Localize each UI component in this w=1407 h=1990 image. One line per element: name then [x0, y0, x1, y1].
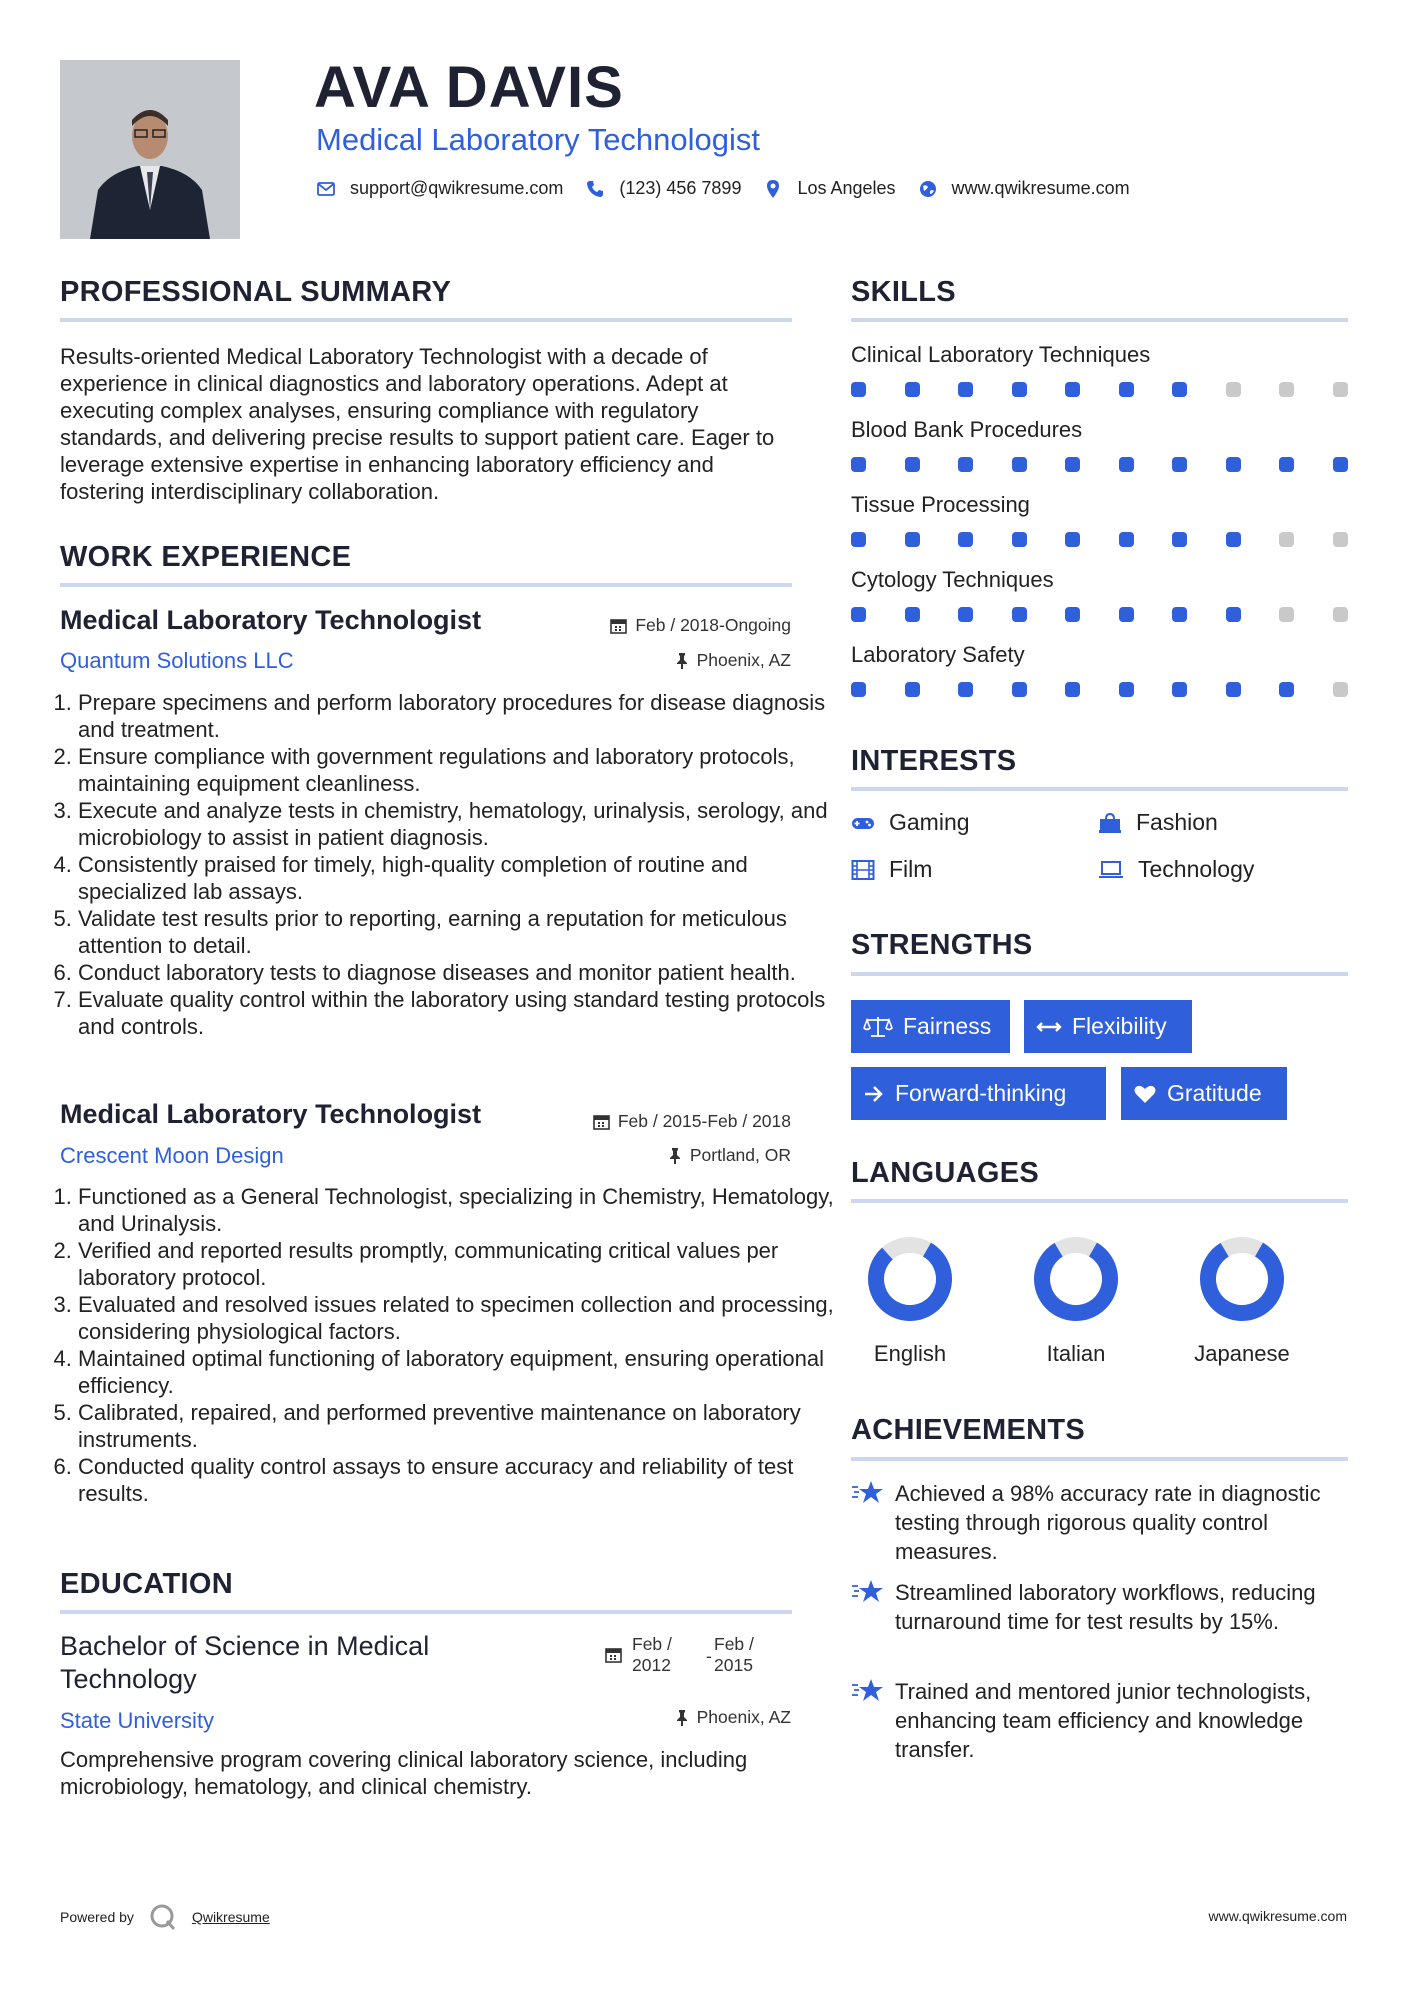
- phone-text: (123) 456 7899: [619, 178, 742, 198]
- list-item: 2. Verified and reported results promptly, communicating critical values per laboratory protocol.: [78, 1237, 838, 1291]
- laptop-icon: [1098, 860, 1124, 880]
- skill-dot-filled: [905, 382, 920, 397]
- skill-rating: [851, 532, 1348, 547]
- calendar-icon: [593, 1113, 610, 1130]
- list-item: 3. Execute and analyze tests in chemistry, hematology, urinalysis, serology, and microbiology to assist in patient diagnosis.: [78, 797, 838, 851]
- skill-dot-filled: [1172, 382, 1187, 397]
- skill-dot-filled: [1226, 532, 1241, 547]
- skill-dot-filled: [1172, 457, 1187, 472]
- skill-dot-filled: [1012, 382, 1027, 397]
- calendar-icon-wrap: [605, 1646, 622, 1668]
- achievement-text: Streamlined laboratory workflows, reducing turnaround time for test results by 15%.: [895, 1580, 1316, 1634]
- powered-by-text: Powered by: [60, 1909, 134, 1925]
- gamepad-icon: [851, 813, 875, 833]
- skill-dot-filled: [1012, 532, 1027, 547]
- contact-location: [763, 178, 895, 199]
- company-name: Quantum Solutions LLC: [60, 648, 294, 673]
- email-text: support@qwikresume.com: [350, 178, 564, 198]
- list-item: 5. Validate test results prior to reporting, earning a reputation for meticulous attention to detail.: [78, 905, 838, 959]
- skill-dot-filled: [1119, 682, 1134, 697]
- profile-photo: [60, 60, 240, 239]
- job-location-text: Portland, OR: [689, 1145, 791, 1165]
- skill-dot-filled: [905, 532, 920, 547]
- skill-dot-filled: [1333, 457, 1348, 472]
- edu-start-date: [632, 1634, 672, 1676]
- skill-dot-filled: [1065, 532, 1080, 547]
- summary-text: Results-oriented Medical Laboratory Technologist with a decade of experience in clinical diagnostics and laboratory operations. Adept at executing complex analyses, ensuring compliance with regulatory standards, and delivering precise results to support patient care. Eager to leverage extensive expertise in enhancing laboratory efficiency and fostering interdisciplinary collaboration.: [60, 344, 775, 504]
- language-label: English: [873, 1341, 947, 1366]
- degree-line-1: Bachelor of Science in Medical: [60, 1631, 430, 1661]
- skill-dot-filled: [1172, 532, 1187, 547]
- skill-dot-filled: [851, 682, 866, 697]
- job-title: Medical Laboratory Technologist: [60, 605, 482, 635]
- skill-dot-filled: [1012, 607, 1027, 622]
- edu-start-year: 2012: [632, 1655, 671, 1675]
- skill-dot-empty: [1333, 607, 1348, 622]
- skill-dot-filled: [1279, 457, 1294, 472]
- arrows-h-icon: [1036, 1017, 1062, 1037]
- skill-rating: [851, 682, 1348, 697]
- qwikresume-logo-icon: [148, 1902, 178, 1932]
- skill-dot-filled: [1226, 457, 1241, 472]
- skill-label: Laboratory Safety: [851, 642, 1025, 667]
- contact-website[interactable]: [918, 178, 1130, 199]
- heart-icon: [1133, 1083, 1157, 1105]
- strength-label: Forward-thinking: [895, 1080, 1067, 1106]
- skill-dot-filled: [851, 607, 866, 622]
- skill-dot-filled: [905, 457, 920, 472]
- skill-dot-filled: [958, 532, 973, 547]
- shopping-bag-icon: [1098, 812, 1122, 834]
- skills-divider: [851, 318, 1348, 322]
- language-donut: [1192, 1229, 1292, 1329]
- company-name: Crescent Moon Design: [60, 1143, 284, 1168]
- candidate-name: AVA DAVIS: [314, 55, 624, 120]
- job-dates-text: Feb / 2018-Ongoing: [635, 615, 791, 635]
- strength-label: Flexibility: [1072, 1013, 1167, 1039]
- achievement-item: [851, 1677, 1371, 1764]
- balance-scale-icon: [863, 1015, 893, 1039]
- strengths-divider: [851, 972, 1348, 976]
- skill-rating: [851, 607, 1348, 622]
- arrow-right-icon: [863, 1084, 885, 1104]
- summary-heading: PROFESSIONAL SUMMARY: [60, 276, 452, 308]
- skill-rating: [851, 382, 1348, 397]
- skill-dot-empty: [1279, 607, 1294, 622]
- interest-label: Gaming: [889, 809, 970, 835]
- skill-dot-filled: [958, 682, 973, 697]
- skill-dot-filled: [1065, 607, 1080, 622]
- job-title: Medical Laboratory Technologist: [60, 1099, 482, 1129]
- strength-fairness: [851, 1000, 1010, 1053]
- achievements-heading: ACHIEVEMENTS: [851, 1414, 1086, 1446]
- star-icon: [851, 1677, 885, 1705]
- strengths-heading: STRENGTHS: [851, 929, 1033, 961]
- job-location: [668, 1145, 791, 1166]
- skill-dot-filled: [1119, 382, 1134, 397]
- skill-dot-filled: [1172, 682, 1187, 697]
- achievement-text: Trained and mentored junior technologists, enhancing team efficiency and knowledge transfer.: [895, 1679, 1312, 1762]
- edu-location-text: Phoenix, AZ: [696, 1707, 791, 1727]
- skill-dot-filled: [1119, 607, 1134, 622]
- strength-label: Fairness: [903, 1013, 992, 1039]
- achievement-text: Achieved a 98% accuracy rate in diagnostic testing through rigorous quality control measures.: [895, 1481, 1321, 1564]
- skill-dot-filled: [851, 532, 866, 547]
- film-icon: [851, 859, 875, 881]
- skill-dot-empty: [1279, 532, 1294, 547]
- job-bullets: [48, 689, 838, 1040]
- degree-line-2: Technology: [60, 1664, 197, 1694]
- map-marker-icon: [763, 179, 783, 199]
- achievement-item: [851, 1479, 1371, 1566]
- star-icon: [851, 1578, 885, 1606]
- languages-divider: [851, 1199, 1348, 1203]
- calendar-icon: [605, 1646, 622, 1663]
- languages-heading: LANGUAGES: [851, 1157, 1039, 1189]
- skill-dot-filled: [1172, 607, 1187, 622]
- edu-start-month: Feb /: [632, 1634, 672, 1654]
- education-description: Comprehensive program covering clinical laboratory science, including microbiology, hematology, and clinical chemistry.: [60, 1747, 748, 1799]
- skill-dot-filled: [1119, 532, 1134, 547]
- skill-dot-filled: [1119, 457, 1134, 472]
- language-label: Italian: [1046, 1341, 1106, 1366]
- candidate-title: Medical Laboratory Technologist: [316, 122, 761, 157]
- interest-label: Technology: [1138, 856, 1255, 882]
- interest-technology: [1098, 856, 1254, 883]
- skill-dot-empty: [1333, 682, 1348, 697]
- language-donut: [1026, 1229, 1126, 1329]
- interest-film: [851, 856, 932, 883]
- phone-icon: [585, 179, 605, 199]
- brand-link[interactable]: Qwikresume: [191, 1909, 270, 1925]
- edu-end-month: Feb /: [714, 1634, 754, 1654]
- skill-dot-filled: [1226, 682, 1241, 697]
- contact-bar: [316, 178, 1152, 199]
- list-item: 1. Functioned as a General Technologist, specializing in Chemistry, Hematology, and Urinalysis.: [78, 1183, 838, 1237]
- person-photo-icon: [60, 60, 240, 239]
- contact-email[interactable]: [316, 178, 563, 199]
- achievement-item: [851, 1578, 1371, 1636]
- skill-dot-filled: [851, 457, 866, 472]
- skill-dot-empty: [1226, 382, 1241, 397]
- list-item: 3. Evaluated and resolved issues related to specimen collection and processing, considering physiological factors.: [78, 1291, 838, 1345]
- skill-dot-filled: [905, 607, 920, 622]
- skill-dot-filled: [851, 382, 866, 397]
- job-dates-text: Feb / 2015-Feb / 2018: [617, 1111, 791, 1131]
- skill-label: Clinical Laboratory Techniques: [851, 342, 1151, 367]
- degree-title: [60, 1630, 429, 1696]
- list-item: 5. Calibrated, repaired, and performed preventive maintenance on laboratory instruments.: [78, 1399, 838, 1453]
- interests-divider: [851, 787, 1348, 791]
- pushpin-icon: [675, 1709, 689, 1726]
- interest-fashion: [1098, 809, 1218, 836]
- footer-url[interactable]: www.qwikresume.com: [1208, 1908, 1347, 1924]
- calendar-icon: [610, 617, 627, 634]
- job-location-text: Phoenix, AZ: [696, 650, 791, 670]
- skill-dot-filled: [1012, 457, 1027, 472]
- edu-location: [675, 1707, 791, 1728]
- pushpin-icon: [675, 652, 689, 669]
- edu-date-dash: -: [706, 1646, 712, 1666]
- list-item: 2. Ensure compliance with government regulations and laboratory protocols, maintaining equipment cleanliness.: [78, 743, 838, 797]
- list-item: 7. Evaluate quality control within the laboratory using standard testing protocols and controls.: [78, 986, 838, 1040]
- skill-dot-filled: [1226, 607, 1241, 622]
- skill-label: Blood Bank Procedures: [851, 417, 1083, 442]
- job-location: [675, 650, 791, 671]
- pushpin-icon: [668, 1147, 682, 1164]
- skill-rating: [851, 457, 1348, 472]
- job-dates: [593, 1111, 791, 1132]
- experience-divider: [60, 583, 792, 587]
- skill-dot-filled: [1279, 682, 1294, 697]
- skills-heading: SKILLS: [851, 276, 956, 308]
- skill-dot-filled: [1065, 382, 1080, 397]
- list-item: 6. Conducted quality control assays to ensure accuracy and reliability of test results.: [78, 1453, 838, 1507]
- globe-icon: [918, 179, 938, 199]
- strength-forward-thinking: [851, 1067, 1106, 1120]
- list-item: 6. Conduct laboratory tests to diagnose diseases and monitor patient health.: [78, 959, 838, 986]
- edu-end-year: 2015: [714, 1655, 753, 1675]
- interest-label: Fashion: [1136, 809, 1218, 835]
- skill-dot-filled: [905, 682, 920, 697]
- summary-divider: [60, 318, 792, 322]
- location-text: Los Angeles: [797, 178, 896, 198]
- education-heading: EDUCATION: [60, 1568, 233, 1600]
- interest-label: Film: [889, 856, 933, 882]
- envelope-icon: [316, 179, 336, 199]
- job-bullets: [48, 1183, 838, 1507]
- edu-end-date: [714, 1634, 754, 1676]
- achievements-divider: [851, 1457, 1348, 1461]
- strength-label: Gratitude: [1167, 1080, 1262, 1106]
- skill-dot-empty: [1333, 382, 1348, 397]
- skill-dot-filled: [1065, 457, 1080, 472]
- skill-dot-empty: [1333, 532, 1348, 547]
- language-label: Japanese: [1194, 1341, 1290, 1366]
- skill-dot-filled: [1065, 682, 1080, 697]
- star-icon: [851, 1479, 885, 1507]
- interest-gaming: [851, 809, 970, 836]
- language-donut: [860, 1229, 960, 1329]
- skill-dot-filled: [958, 457, 973, 472]
- job-dates: [610, 615, 791, 636]
- skill-label: Cytology Techniques: [851, 567, 1054, 592]
- list-item: 1. Prepare specimens and perform laboratory procedures for disease diagnosis and treatment.: [78, 689, 838, 743]
- strength-gratitude: [1121, 1067, 1287, 1120]
- skill-dot-empty: [1279, 382, 1294, 397]
- school-name: State University: [60, 1708, 215, 1733]
- strength-flexibility: [1024, 1000, 1192, 1053]
- skill-dot-filled: [1012, 682, 1027, 697]
- contact-phone[interactable]: [585, 178, 741, 199]
- skill-dot-filled: [958, 607, 973, 622]
- skill-dot-filled: [958, 382, 973, 397]
- interests-heading: INTERESTS: [851, 745, 1017, 777]
- website-text: www.qwikresume.com: [951, 178, 1130, 198]
- education-divider: [60, 1610, 792, 1614]
- list-item: 4. Maintained optimal functioning of laboratory equipment, ensuring operational efficiency.: [78, 1345, 838, 1399]
- footer-powered-by: [60, 1902, 270, 1932]
- skill-label: Tissue Processing: [851, 492, 1030, 517]
- experience-heading: WORK EXPERIENCE: [60, 541, 352, 573]
- list-item: 4. Consistently praised for timely, high-quality completion of routine and specialized lab assays.: [78, 851, 838, 905]
